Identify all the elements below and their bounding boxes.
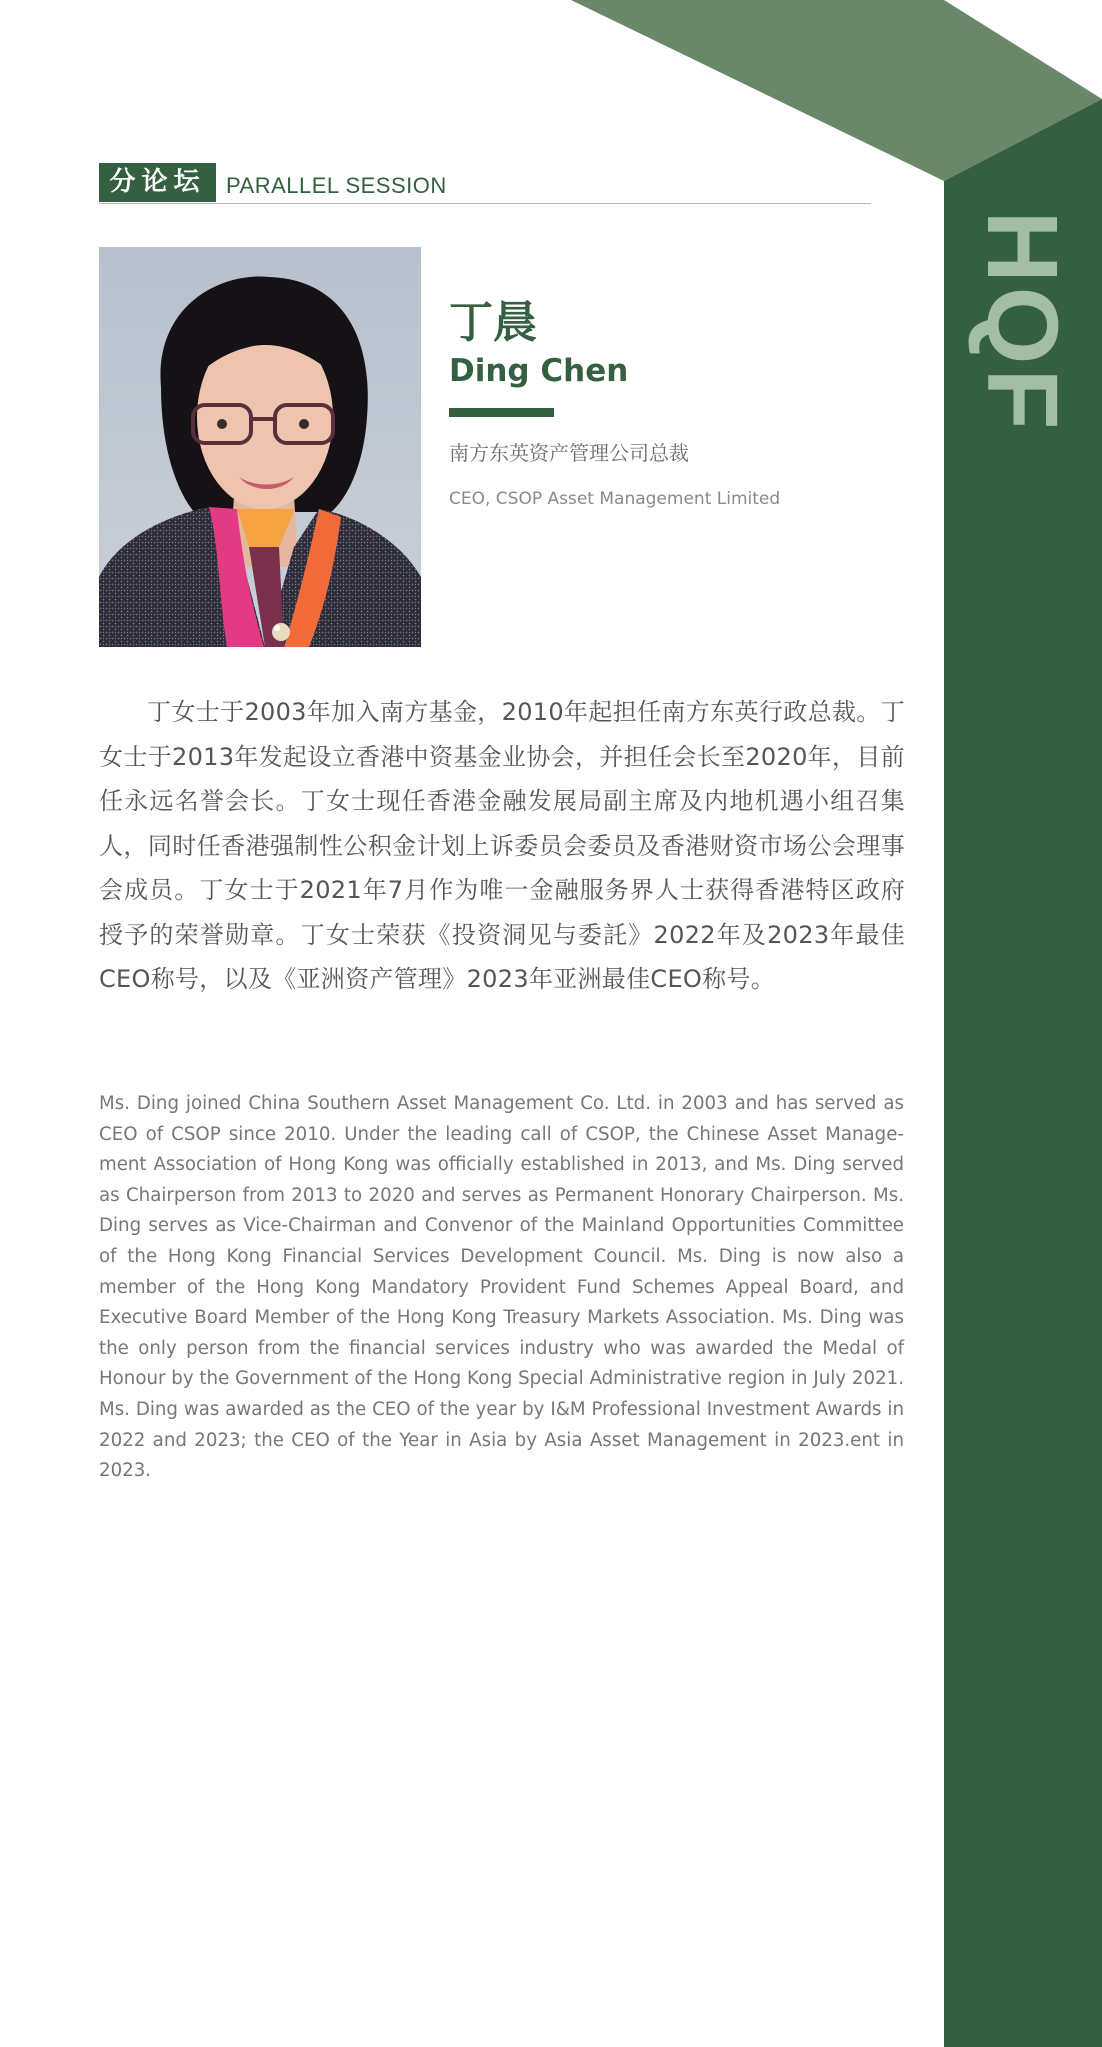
speaker-name-english: Ding Chen bbox=[449, 353, 629, 389]
section-tag: 分论坛 bbox=[99, 163, 216, 202]
hqf-vertical-logo: HQF bbox=[966, 210, 1078, 434]
speaker-photo bbox=[99, 247, 421, 647]
speaker-name-chinese: 丁晨 bbox=[449, 297, 537, 348]
section-label: PARALLEL SESSION bbox=[226, 173, 447, 198]
biography-chinese: 丁女士于2003年加入南方基金，2010年起担任南方东英行政总裁。丁女士于2013年发起设立香港中资基金业协会，并担任会长至2020年，目前任永远名誉会长。丁女士现任香港金融发展局副主席及内地机遇小组召集人，同时任香港强制性公积金计划上诉委员会委员及香港财资市场公会理事会成员。丁女士于2021年7月作为唯一金融服务界人士获得香港特区政府授予的荣誉勋章。丁女士荣获《投资洞见与委託》2022年及2023年最佳CEO称号，以及《亚洲资产管理》2023年亚洲最佳CEO称号。 bbox=[99, 698, 905, 993]
section-header bbox=[99, 163, 871, 204]
name-underline-bar bbox=[449, 408, 554, 417]
speaker-title-english: CEO, CSOP Asset Management Limited bbox=[449, 489, 781, 509]
speaker-title-chinese: 南方东英资产管理公司总裁 bbox=[449, 441, 689, 465]
biography-english: Ms. Ding joined China Southern Asset Management Co. Ltd. in 2003 and has served as CEO of CSOP since 2010. Under the leading call of CSOP, the Chinese Asset Management Association of Hong Kong was officially established in 2013, and Ms. Ding served as Chairperson from 2013 to 2020 and serves as Permanent Honorary Chairperson. Ms. Ding serves as Vice-Chairman and Convenor of the Mainland Opportunities Committee of the Hong Kong Financial Services Development Council. Ms. Ding is now also a member of the Hong Kong Mandatory Provident Fund Schemes Appeal Board, and Executive Board Member of the Hong Kong Treasury Markets Association. Ms. Ding was the only person from the financial services industry who was awarded the Medal of Honour by the Government of the Hong Kong Special Administrative region in July 2021. Ms. Ding was awarded as the CEO of the year by I&M Professional Investment Awards in 2022 and 2023; the CEO of the Year in Asia by Asia Asset Management in 2023.ent in 2023. bbox=[99, 1093, 904, 1482]
